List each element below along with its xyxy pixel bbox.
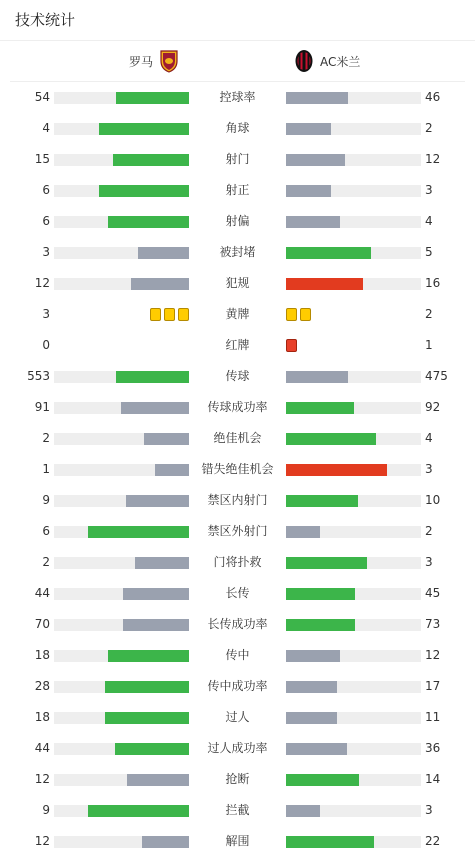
away-bar-fill xyxy=(286,123,331,135)
away-bar-track xyxy=(286,123,421,135)
yellow-card-icon xyxy=(178,308,189,321)
stat-row xyxy=(0,268,475,299)
away-value: 16 xyxy=(425,276,441,290)
stat-label: 被封堵 xyxy=(219,245,256,259)
away-bar-fill xyxy=(286,433,376,445)
away-value: 3 xyxy=(425,183,433,197)
home-bar-track xyxy=(54,247,189,259)
stat-row xyxy=(0,485,475,516)
away-value: 3 xyxy=(425,555,433,569)
stat-label: 绝佳机会 xyxy=(213,431,262,445)
stat-row xyxy=(0,113,475,144)
away-team-name: AC米兰 xyxy=(320,54,361,69)
home-value: 18 xyxy=(34,710,50,724)
home-bar-track xyxy=(54,619,189,631)
home-value: 2 xyxy=(42,555,50,569)
home-team[interactable] xyxy=(129,41,179,81)
away-bar-track xyxy=(286,650,421,662)
away-bar-fill xyxy=(286,185,331,197)
home-bar-track xyxy=(54,123,189,135)
home-value: 54 xyxy=(34,90,50,104)
home-bar-track xyxy=(54,681,189,693)
home-value: 18 xyxy=(34,648,50,662)
away-value: 1 xyxy=(425,338,433,352)
stat-row xyxy=(0,423,475,454)
away-bar-track xyxy=(286,154,421,166)
stat-label: 长传 xyxy=(225,586,250,600)
stat-row xyxy=(0,144,475,175)
home-value: 91 xyxy=(34,400,50,414)
away-bar-fill xyxy=(286,216,340,228)
home-bar-fill xyxy=(144,433,189,445)
stat-label: 红牌 xyxy=(225,338,250,352)
away-bar-track xyxy=(286,557,421,569)
home-bar-fill xyxy=(99,185,189,197)
stat-label: 射正 xyxy=(225,183,250,197)
home-cards xyxy=(150,308,189,322)
home-value: 15 xyxy=(34,152,50,166)
away-cards xyxy=(286,339,297,353)
stat-row xyxy=(0,454,475,485)
home-value: 70 xyxy=(34,617,50,631)
home-value: 12 xyxy=(34,772,50,786)
away-bar-track xyxy=(286,712,421,724)
away-bar-track xyxy=(286,92,421,104)
stat-label: 过人 xyxy=(225,710,250,724)
home-bar-track xyxy=(54,712,189,724)
yellow-card-icon xyxy=(286,308,297,321)
home-bar-track xyxy=(54,588,189,600)
home-bar-fill xyxy=(135,557,189,569)
away-bar-track xyxy=(286,278,421,290)
stat-label: 控球率 xyxy=(219,90,256,104)
stat-row xyxy=(0,609,475,640)
away-value: 2 xyxy=(425,524,433,538)
stat-label: 射偏 xyxy=(225,214,250,228)
stat-label: 拦截 xyxy=(225,803,250,817)
home-value: 0 xyxy=(42,338,50,352)
stat-row xyxy=(0,671,475,702)
away-bar-track xyxy=(286,495,421,507)
home-bar-fill xyxy=(138,247,189,259)
stat-row xyxy=(0,237,475,268)
home-bar-fill xyxy=(126,495,189,507)
stat-row xyxy=(0,578,475,609)
red-card-icon xyxy=(286,339,297,352)
stat-row xyxy=(0,206,475,237)
home-team-name: 罗马 xyxy=(128,54,153,69)
away-bar-fill xyxy=(286,495,358,507)
home-value: 1 xyxy=(42,462,50,476)
away-value: 46 xyxy=(425,90,441,104)
away-value: 22 xyxy=(425,834,441,848)
away-value: 11 xyxy=(425,710,441,724)
home-value: 3 xyxy=(42,307,50,321)
home-bar-track xyxy=(54,154,189,166)
home-bar-fill xyxy=(142,836,189,848)
away-bar-track xyxy=(286,836,421,848)
home-bar-fill xyxy=(123,619,189,631)
away-bar-track xyxy=(286,805,421,817)
home-bar-track xyxy=(54,278,189,290)
home-bar-track xyxy=(54,774,189,786)
yellow-card-icon xyxy=(150,308,161,321)
home-bar-fill xyxy=(105,712,189,724)
home-value: 4 xyxy=(42,121,50,135)
away-bar-track xyxy=(286,619,421,631)
stat-label: 传中成功率 xyxy=(207,679,268,693)
home-bar-fill xyxy=(127,774,189,786)
away-bar-track xyxy=(286,774,421,786)
stat-label: 长传成功率 xyxy=(207,617,268,631)
stat-label: 传球成功率 xyxy=(207,400,268,414)
away-bar-fill xyxy=(286,154,345,166)
home-bar-fill xyxy=(108,650,189,662)
away-value: 2 xyxy=(425,121,433,135)
away-value: 5 xyxy=(425,245,433,259)
away-bar-fill xyxy=(286,371,348,383)
home-value: 44 xyxy=(34,741,50,755)
stat-row xyxy=(0,640,475,671)
home-bar-fill xyxy=(88,805,189,817)
stat-row xyxy=(0,795,475,826)
home-value: 6 xyxy=(42,524,50,538)
away-value: 36 xyxy=(425,741,441,755)
yellow-card-icon xyxy=(164,308,175,321)
stat-row xyxy=(0,361,475,392)
stat-row xyxy=(0,702,475,733)
away-bar-track xyxy=(286,681,421,693)
away-bar-track xyxy=(286,433,421,445)
away-bar-fill xyxy=(286,774,359,786)
stat-row xyxy=(0,175,475,206)
stat-label: 黄牌 xyxy=(225,307,250,321)
away-bar-fill xyxy=(286,681,337,693)
home-value: 3 xyxy=(42,245,50,259)
home-value: 9 xyxy=(42,803,50,817)
away-team[interactable] xyxy=(294,41,360,81)
stat-row xyxy=(0,299,475,330)
home-bar-fill xyxy=(105,681,189,693)
home-value: 12 xyxy=(34,276,50,290)
home-bar-track xyxy=(54,743,189,755)
page-title: 技术统计 xyxy=(0,0,475,41)
home-bar-track xyxy=(54,495,189,507)
stat-label: 抢断 xyxy=(225,772,250,786)
away-bar-fill xyxy=(286,836,374,848)
away-bar-fill xyxy=(286,247,371,259)
home-bar-fill xyxy=(99,123,189,135)
home-bar-fill xyxy=(88,526,189,538)
away-value: 2 xyxy=(425,307,433,321)
stat-row xyxy=(0,392,475,423)
stat-row xyxy=(0,516,475,547)
home-bar-fill xyxy=(155,464,189,476)
home-bar-fill xyxy=(121,402,189,414)
stat-row xyxy=(0,733,475,764)
home-bar-track xyxy=(54,836,189,848)
stat-label: 禁区外射门 xyxy=(207,524,268,538)
away-bar-fill xyxy=(286,619,355,631)
away-bar-track xyxy=(286,464,421,476)
away-bar-fill xyxy=(286,464,387,476)
home-bar-track xyxy=(54,464,189,476)
stat-row xyxy=(0,826,475,857)
home-bar-track xyxy=(54,526,189,538)
away-bar-track xyxy=(286,247,421,259)
away-value: 3 xyxy=(425,462,433,476)
home-value: 12 xyxy=(34,834,50,848)
home-value: 2 xyxy=(42,431,50,445)
stat-label: 角球 xyxy=(225,121,250,135)
away-bar-track xyxy=(286,185,421,197)
home-bar-fill xyxy=(108,216,189,228)
stat-label: 射门 xyxy=(225,152,250,166)
home-bar-track xyxy=(54,433,189,445)
home-bar-fill xyxy=(123,588,189,600)
away-value: 3 xyxy=(425,803,433,817)
milan-crest-icon xyxy=(294,49,314,73)
away-bar-fill xyxy=(286,712,337,724)
away-bar-fill xyxy=(286,92,348,104)
home-value: 9 xyxy=(42,493,50,507)
stat-label: 传球 xyxy=(225,369,250,383)
away-bar-track xyxy=(286,588,421,600)
away-bar-fill xyxy=(286,588,355,600)
stat-row xyxy=(0,764,475,795)
away-bar-track xyxy=(286,402,421,414)
away-bar-fill xyxy=(286,526,320,538)
away-value: 14 xyxy=(425,772,441,786)
away-bar-fill xyxy=(286,650,340,662)
away-value: 10 xyxy=(425,493,441,507)
stat-label: 解围 xyxy=(225,834,250,848)
home-value: 6 xyxy=(42,214,50,228)
away-value: 45 xyxy=(425,586,441,600)
away-value: 4 xyxy=(425,214,433,228)
teams-header xyxy=(10,41,465,82)
away-bar-track xyxy=(286,743,421,755)
stat-label: 禁区内射门 xyxy=(207,493,268,507)
away-value: 17 xyxy=(425,679,441,693)
roma-crest-icon xyxy=(159,49,179,73)
yellow-card-icon xyxy=(300,308,311,321)
home-value: 44 xyxy=(34,586,50,600)
home-value: 28 xyxy=(34,679,50,693)
away-value: 73 xyxy=(425,617,441,631)
home-bar-fill xyxy=(115,743,189,755)
stat-label: 门将扑救 xyxy=(213,555,262,569)
stat-label: 错失绝佳机会 xyxy=(201,462,274,476)
home-bar-track xyxy=(54,650,189,662)
home-bar-track xyxy=(54,185,189,197)
away-bar-track xyxy=(286,371,421,383)
away-bar-fill xyxy=(286,805,320,817)
away-cards xyxy=(286,308,311,322)
home-bar-fill xyxy=(113,154,189,166)
away-bar-track xyxy=(286,526,421,538)
home-bar-track xyxy=(54,92,189,104)
home-value: 6 xyxy=(42,183,50,197)
away-bar-fill xyxy=(286,278,363,290)
home-bar-track xyxy=(54,402,189,414)
home-bar-track xyxy=(54,371,189,383)
stat-label: 犯规 xyxy=(225,276,250,290)
home-bar-fill xyxy=(131,278,189,290)
away-value: 4 xyxy=(425,431,433,445)
stat-label: 传中 xyxy=(225,648,250,662)
away-value: 475 xyxy=(425,369,448,383)
stat-row xyxy=(0,330,475,361)
home-bar-track xyxy=(54,805,189,817)
away-bar-track xyxy=(286,216,421,228)
home-bar-fill xyxy=(116,92,189,104)
stat-row xyxy=(0,547,475,578)
stat-label: 过人成功率 xyxy=(207,741,268,755)
home-bar-track xyxy=(54,557,189,569)
away-value: 92 xyxy=(425,400,441,414)
away-value: 12 xyxy=(425,152,441,166)
away-bar-fill xyxy=(286,743,347,755)
home-value: 553 xyxy=(27,369,50,383)
away-bar-fill xyxy=(286,557,367,569)
home-bar-track xyxy=(54,216,189,228)
stat-row xyxy=(0,82,475,113)
home-bar-fill xyxy=(116,371,189,383)
away-value: 12 xyxy=(425,648,441,662)
away-bar-fill xyxy=(286,402,354,414)
